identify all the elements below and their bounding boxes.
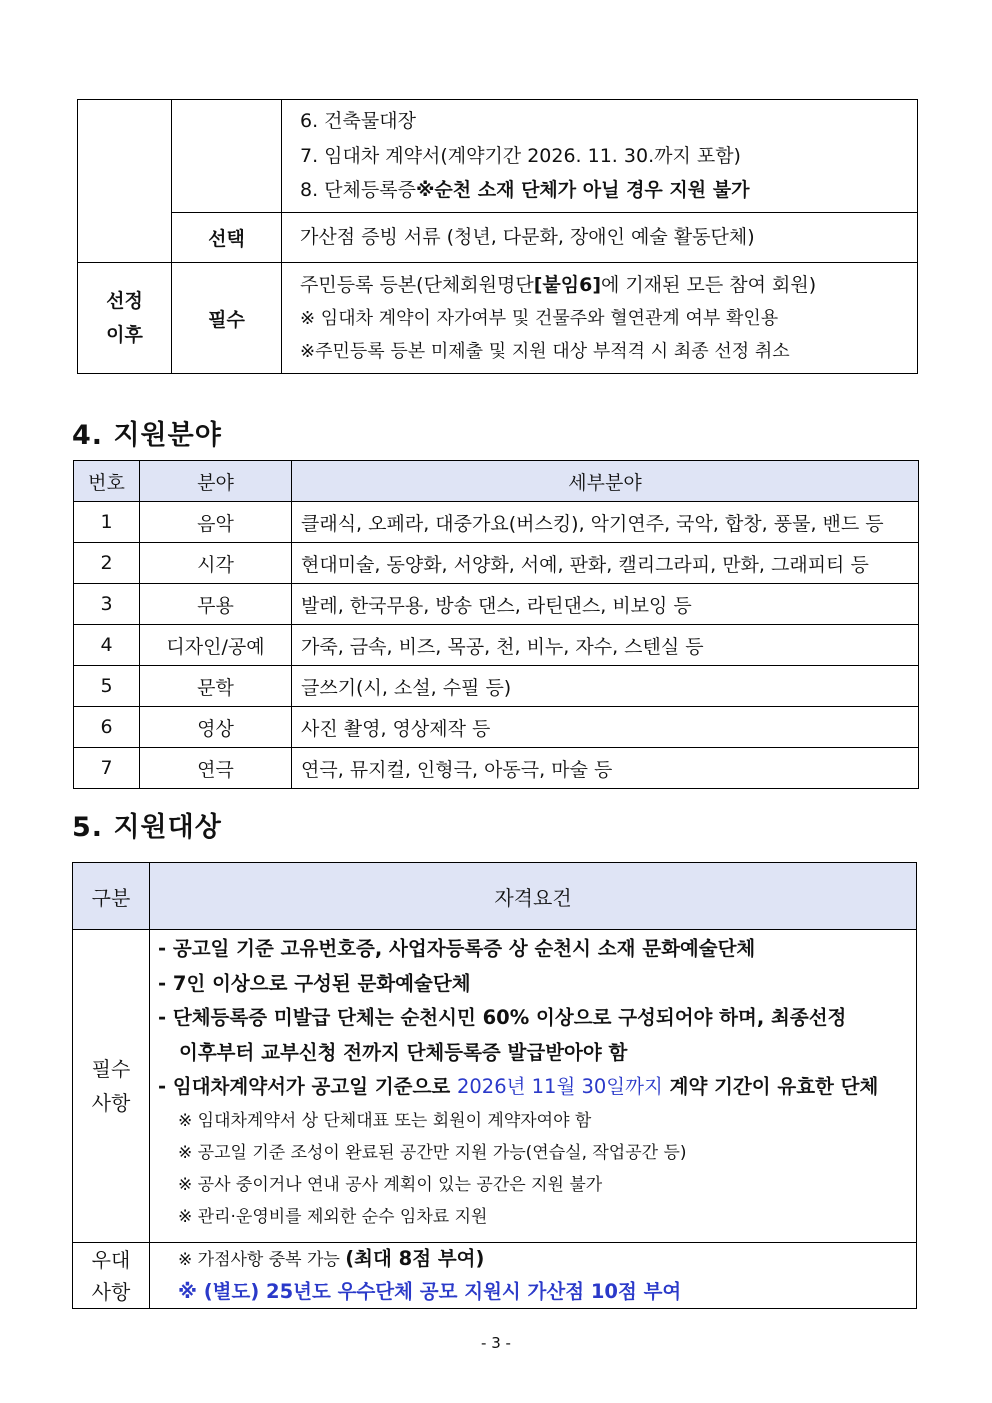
required-category bbox=[73, 930, 150, 1243]
row-number: 6 bbox=[74, 707, 140, 748]
row-detail: 사진 촬영, 영상제작 등 bbox=[292, 707, 919, 748]
empty-category-cell bbox=[78, 100, 172, 263]
document-list bbox=[282, 100, 918, 213]
table-row bbox=[74, 748, 919, 789]
after-label-line2: 이후 bbox=[106, 324, 143, 346]
row-detail: 발레, 한국무용, 방송 댄스, 라틴댄스, 비보잉 등 bbox=[292, 584, 919, 625]
preference-1-a: ※ 가점사항 중복 가능 bbox=[178, 1250, 346, 1270]
row-field: 시각 bbox=[140, 543, 292, 584]
col-header-requirements: 자격요건 bbox=[150, 863, 917, 930]
required-requirements bbox=[150, 930, 917, 1243]
row-number: 3 bbox=[74, 584, 140, 625]
after-selection-label bbox=[78, 263, 172, 374]
doc-item-8: 8. 단체등록증※순천 소재 단체가 아닐 경우 지원 불가 bbox=[300, 179, 750, 202]
row-detail: 글쓰기(시, 소설, 수필 등) bbox=[292, 666, 919, 707]
table-row bbox=[74, 584, 919, 625]
required-label: 필수 bbox=[172, 263, 282, 374]
required-label-line1: 필수 bbox=[91, 1057, 131, 1081]
requirement-3-cont: 이후부터 교부신청 전까지 단체등록증 발급받아야 함 bbox=[179, 1040, 628, 1064]
col-header-category: 구분 bbox=[73, 863, 150, 930]
after-doc-line1 bbox=[282, 269, 917, 302]
requirement-note: ※ 공고일 기준 조성이 완료된 공간만 지원 가능(연습실, 작업공간 등) bbox=[178, 1142, 687, 1163]
after-doc-line2: ※ 임대차 계약이 자가여부 및 건물주와 혈연관계 여부 확인용 bbox=[300, 307, 779, 329]
support-fields-table bbox=[73, 460, 919, 789]
doc-item-6: 6. 건축물대장 bbox=[300, 110, 416, 133]
row-field: 연극 bbox=[140, 748, 292, 789]
row-detail: 클래식, 오페라, 대중가요(버스킹), 악기연주, 국악, 합창, 풍물, 밴드 등 bbox=[292, 502, 919, 543]
table-row bbox=[74, 502, 919, 543]
section5-title: 5. 지원대상 bbox=[72, 812, 222, 843]
col-header-number: 번호 bbox=[74, 461, 140, 502]
requirement-3: - 단체등록증 미발급 단체는 순천시민 60% 이상으로 구성되어야 하며, 최종선정 bbox=[158, 1006, 847, 1029]
requirement-1: - 공고일 기준 고유번호증, 사업자등록증 상 순천시 소재 문화예술단체 bbox=[158, 937, 756, 960]
table-row bbox=[74, 625, 919, 666]
attachment-ref: [붙임6] bbox=[533, 273, 601, 296]
row-detail: 가죽, 금속, 비즈, 목공, 천, 비누, 자수, 스텐실 등 bbox=[292, 625, 919, 666]
row-detail: 현대미술, 동양화, 서양화, 서예, 판화, 캘리그라피, 만화, 그래피티 등 bbox=[292, 543, 919, 584]
preference-items bbox=[150, 1243, 917, 1309]
row-field: 영상 bbox=[140, 707, 292, 748]
section4-title: 4. 지원분야 bbox=[72, 420, 222, 451]
required-label-line2: 사항 bbox=[91, 1091, 131, 1115]
optional-docs-text: 가산점 증빙 서류 (청년, 다문화, 장애인 예술 활동단체) bbox=[300, 226, 755, 249]
requirement-note: ※ 관리·운영비를 제외한 순수 임차료 지원 bbox=[178, 1206, 488, 1227]
eligibility-table bbox=[72, 862, 917, 1309]
table-row bbox=[74, 543, 919, 584]
row-field: 무용 bbox=[140, 584, 292, 625]
requirement-4-a: - 임대차계약서가 공고일 기준으로 bbox=[158, 1075, 457, 1098]
table-row bbox=[74, 707, 919, 748]
empty-type-cell bbox=[172, 100, 282, 213]
preference-1 bbox=[158, 1243, 916, 1276]
table-header-row bbox=[74, 461, 919, 502]
doc-item-7: 7. 임대차 계약서(계약기간 2026. 11. 30.까지 포함) bbox=[300, 144, 741, 167]
after-doc-line1-c: 에 기재된 모든 참여 회원) bbox=[601, 273, 817, 296]
row-field: 음악 bbox=[140, 502, 292, 543]
col-header-field: 분야 bbox=[140, 461, 292, 502]
row-number: 7 bbox=[74, 748, 140, 789]
preference-category bbox=[73, 1243, 150, 1309]
requirement-4 bbox=[158, 1070, 916, 1105]
row-number: 4 bbox=[74, 625, 140, 666]
preference-2: ※ (별도) 25년도 우수단체 공모 지원시 가산점 10점 부여 bbox=[178, 1280, 682, 1303]
preference-label-line1: 우대 bbox=[91, 1247, 131, 1272]
requirement-2: - 7인 이상으로 구성된 문화예술단체 bbox=[158, 971, 471, 995]
after-doc-line3: ※주민등록 등본 미제출 및 지원 대상 부적격 시 최종 선정 취소 bbox=[300, 340, 790, 362]
row-field: 디자인/공예 bbox=[140, 625, 292, 666]
requirement-note: ※ 공사 중이거나 연내 공사 계획이 있는 공간은 지원 불가 bbox=[178, 1174, 603, 1195]
requirement-4-c: 계약 기간이 유효한 단체 bbox=[662, 1075, 879, 1098]
row-detail: 연극, 뮤지컬, 인형극, 아동극, 마술 등 bbox=[292, 748, 919, 789]
documents-table bbox=[77, 99, 918, 374]
requirement-note: ※ 임대차계약서 상 단체대표 또는 회원이 계약자여야 함 bbox=[178, 1110, 592, 1131]
row-number: 2 bbox=[74, 543, 140, 584]
after-doc-line1-a: 주민등록 등본(단체회원명단 bbox=[300, 273, 534, 296]
doc-item-8-note: ※순천 소재 단체가 아닐 경우 지원 불가 bbox=[415, 179, 750, 202]
preference-1-b: (최대 8점 부여) bbox=[345, 1247, 485, 1270]
table-row bbox=[74, 666, 919, 707]
after-selection-docs bbox=[282, 263, 918, 374]
row-number: 1 bbox=[74, 502, 140, 543]
contract-deadline: 2026년 11월 30일까지 bbox=[456, 1075, 663, 1098]
table-header-row bbox=[73, 863, 917, 930]
after-label-line1: 선정 bbox=[106, 290, 143, 312]
preference-label-line2: 사항 bbox=[91, 1279, 131, 1304]
row-number: 5 bbox=[74, 666, 140, 707]
optional-label: 선택 bbox=[172, 213, 282, 263]
page-number: - 3 - bbox=[481, 1334, 511, 1352]
row-field: 문학 bbox=[140, 666, 292, 707]
col-header-detail: 세부분야 bbox=[292, 461, 919, 502]
optional-docs bbox=[282, 213, 918, 263]
